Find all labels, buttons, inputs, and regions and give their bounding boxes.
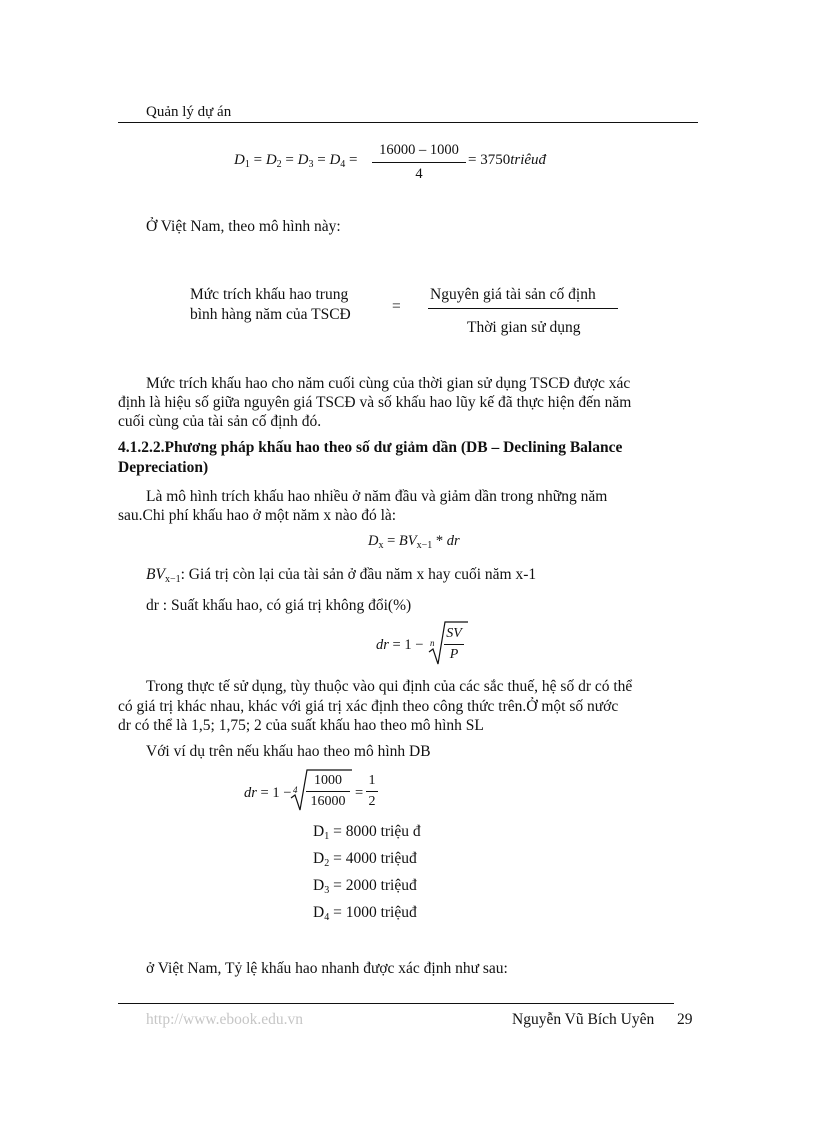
paragraph-accelerated: ở Việt Nam, Tỷ lệ khấu hao nhanh được xác định như sau: <box>146 960 508 977</box>
example-equals: = <box>355 785 364 801</box>
header-title: Quản lý dự án <box>146 104 232 120</box>
formula-denominator: Thời gian sử dụng <box>467 319 581 336</box>
section-heading-line2: Depreciation) <box>118 459 209 476</box>
result-d1: $D_1 = 8000$ triệu đ <box>313 823 421 842</box>
section-heading-line1: 4.1.2.2.Phương pháp khấu hao theo số dư giảm dần (DB – Declining Balance <box>118 439 623 456</box>
paragraph-db-line2: sau.Chi phí khấu hao ở một năm x nào đó là: <box>118 507 397 524</box>
formula-numerator: Nguyên giá tài sản cố định <box>430 286 596 303</box>
paragraph-last-year-line3: cuối cùng của tài sản cố định đó. <box>118 413 322 430</box>
bv-definition: $BV_{x-1}$: Giá trị còn lại của tài sản ở đầu năm x hay cuối năm x-1 <box>146 566 537 585</box>
result-d4: $D_4 = 1000$ triệuđ <box>313 904 417 923</box>
paragraph-practice-line3: dr có thể là 1,5; 1,75; 2 của suất khấu hao theo mô hình SL <box>118 717 484 734</box>
footer-rule <box>118 1003 674 1004</box>
formula-left-line1: Mức trích khấu hao trung <box>190 286 349 303</box>
header-rule <box>118 122 698 123</box>
footer-url-watermark: http://www.ebook.edu.vn <box>146 1011 303 1028</box>
depreciation-equation-lhs: $D_1 = D_2 = D_3 = D_4$ = <box>234 152 358 170</box>
dr-definition: dr : Suất khấu hao, có giá trị không đổi(%) <box>146 597 412 614</box>
paragraph-last-year-line1: Mức trích khấu hao cho năm cuối cùng của thời gian sử dụng TSCĐ được xác <box>146 375 631 392</box>
root-index-4: 4 <box>293 785 298 795</box>
depreciation-result: = 3750triêuđ <box>468 152 547 168</box>
footer-author: Nguyễn Vũ Bích Uyên <box>512 1011 655 1028</box>
equation-dr-lhs: dr = 1 − <box>376 637 424 653</box>
depreciation-fraction: 16000 – 1000 4 <box>372 141 466 184</box>
equation-example-lhs: dr = 1 − <box>244 785 292 801</box>
sv-over-p-fraction: SV P <box>444 626 464 663</box>
root-index-n: n <box>430 638 435 648</box>
paragraph-example: Với ví dụ trên nếu khấu hao theo mô hình DB <box>146 743 431 760</box>
result-d2: $D_2 = 4000$ triệuđ <box>313 850 417 869</box>
example-result-fraction: 1 2 <box>366 773 378 810</box>
paragraph-db-line1: Là mô hình trích khấu hao nhiều ở năm đầu và giảm dần trong những năm <box>146 488 608 505</box>
result-d3: $D_3 = 2000$ triệuđ <box>313 877 417 896</box>
formula-fraction-bar <box>428 308 618 309</box>
paragraph-practice-line1: Trong thực tế sử dụng, tùy thuộc vào qui định của các sắc thuế, hệ số dr có thể <box>146 678 633 695</box>
paragraph-last-year-line2: định là hiệu số giữa nguyên giá TSCĐ và số khấu hao lũy kế đã thực hiện đến năm <box>118 394 632 411</box>
equation-dx: $D_x = BV_{x-1}$ * dr <box>368 533 460 551</box>
paragraph-vn-model: Ở Việt Nam, theo mô hình này: <box>146 218 341 235</box>
page-number: 29 <box>677 1011 693 1028</box>
formula-equals: = <box>392 298 401 315</box>
formula-left-line2: bình hàng năm của TSCĐ <box>190 306 351 323</box>
example-root-fraction: 1000 16000 <box>306 773 350 810</box>
paragraph-practice-line2: có giá trị khác nhau, khác với giá trị xác định theo công thức trên.Ở một số nước <box>118 698 619 715</box>
